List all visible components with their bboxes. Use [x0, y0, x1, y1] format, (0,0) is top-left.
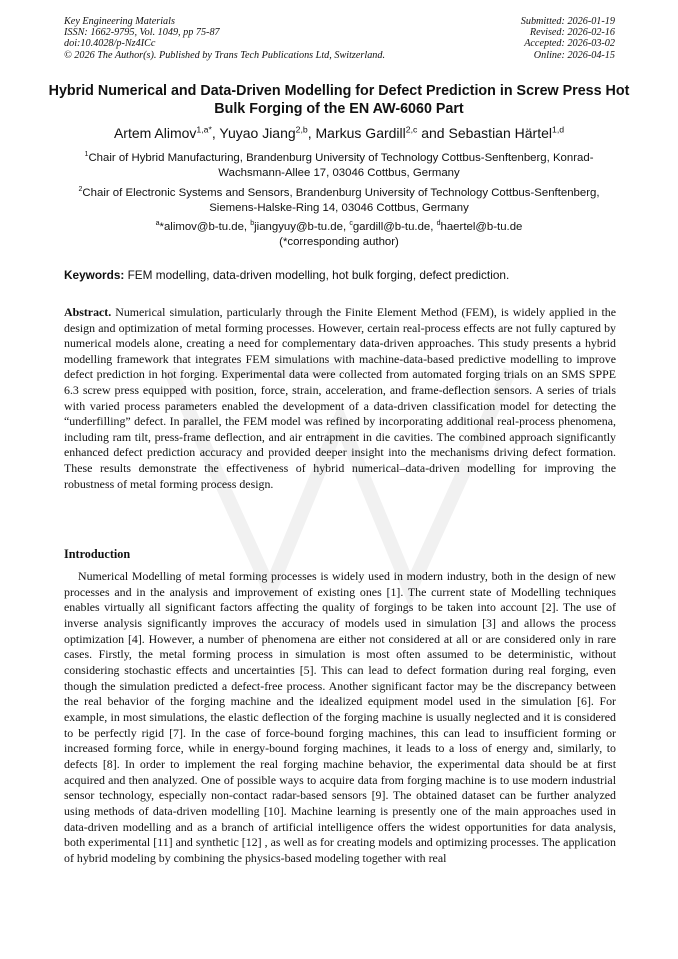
author-name: Artem Alimov	[113, 125, 197, 141]
email-mark: c	[349, 220, 353, 228]
email-haertel: haertel@b-tu.de	[440, 221, 523, 233]
affiliation-text: Chair of Electronic Systems and Sensors, Brandenburg University of Technology Cottbus-Senftenberg, Siemens-Halske-Ring 14, 03046 Cottbus, Germany	[82, 187, 600, 214]
introduction-paragraph: Numerical Modelling of metal forming processes is widely used in modern industry, both in the design of new processes and in the analysis and improvement of existing ones [1]. The current state of Modelling techniques enables virtually all significant factors affecting the quality of forgings to be taken into account [2]. The use of inverse analysis significantly improves the accuracy of models used in simulation [3] and allows the process optimization [4]. However, a number of phenomena are either not considered at all or are considered only in rare cases. Firstly, the metal forming process in simulation is most often assumed to be deterministic, without considering stochastic effects and uncertainties [5]. This can lead to defect formation during real forging, even though the simulation predicted a defect-free process. Another significant factor may be the discrepancy between the real behavior of the forging machine and the idealized equipment model used in the simulation [6]. For example, in most simulations, the elastic deflection of the forging machine is usually neglected and it is considered to be perfectly rigid [7]. In the case of force-bound forging machines, this can lead to insufficient forming or increased forming force, while in energy-bound forging machines, it leads to a loss of energy and, similarly, to defects [8]. In order to implement the real forging machine behavior, the experimental data should be at first acquired and then analyzed. One of possible ways to acquire data from forging machine is to use modern industrial sensor technology, especially non-contact radar-based sensors [9]. The obtained dataset can be further analyzed using methods of data-driven modelling [10]. Machine learning is presently one of the main approaches used in data-driven modelling and as a branch of artificial intelligence offers the widest opportunities for data analysis, both experimental [11] and synthetic [12] , as well as for creating models and optimizing processes. The application of hybrid modeling by combining the physics-based modeling together with real	[64, 569, 616, 865]
email-jiang: jiangyuy@b-tu.de,	[254, 221, 350, 233]
email-mark: b	[250, 220, 255, 228]
abstract-text: Numerical simulation, particularly through the Finite Element Method (FEM), is widely applied in the design and optimization of metal forming processes. However, certain real-process effects are not fully captured by numerical models alone, creating a need for complementary data-driven approaches. This study presents a hybrid modelling framework that integrates FEM simulations with machine-data-based predictive modelling to improve defect prediction in hot forging. Experimental data were collected from automated forging trials on an SMS SPPE 6.3 screw press equipped with position, force, strain, acceleration, and frame-deflection sensors. A series of trials with varied process parameters enabled the development of a data-driven classification model for detecting the “underfilling” defect. In parallel, the FEM model was refined by incorporating additional real-process phenomena, including ram tilt, press-frame deflection, and air entrapment in die cavities. The combined approach significantly enhanced defect prediction accuracy and provided deeper insight into the mechanisms driving defect formation. These results demonstrate the effectiveness of hybrid numerical–data-driven modelling for improving the robustness of metal forming process design.	[64, 305, 616, 491]
affiliation-mark: 2	[78, 186, 83, 194]
email-line	[60, 220, 618, 235]
keywords-text: FEM modelling, data-driven modelling, hot bulk forging, defect prediction.	[124, 268, 510, 282]
author-affiliation-mark: 2,b	[295, 124, 308, 135]
doi: doi:10.4028/p-Nz4ICc	[64, 38, 156, 50]
publication-dates	[521, 16, 615, 61]
copyright: © 2026 The Author(s). Published by Trans Tech Publications Ltd, Switzerland.	[64, 49, 386, 61]
author-separator: and	[417, 125, 449, 141]
email-alimov: *alimov@b-tu.de,	[159, 221, 251, 233]
abstract	[64, 305, 616, 492]
issn-volume: ISSN: 1662-9795, Vol. 1049, pp 75-87	[64, 27, 220, 39]
author-affiliation-mark: 1,a*	[196, 124, 212, 135]
author-separator: ,	[307, 125, 316, 141]
author-list	[40, 125, 638, 142]
keywords	[64, 268, 616, 283]
author-separator: ,	[211, 125, 220, 141]
author-affiliation-mark: 1,d	[552, 124, 565, 135]
affiliation-1	[60, 151, 618, 181]
author-name: Yuyao Jiang	[219, 125, 296, 141]
submitted-date: Submitted: 2026-01-19	[520, 16, 615, 27]
affiliation-text: Chair of Hybrid Manufacturing, Brandenburg University of Technology Cottbus-Senftenberg, Konrad-Wachsmann-Allee 17, 03046 Cottbus, Germany	[88, 152, 594, 179]
email-mark: a	[155, 220, 160, 228]
author-affiliation-mark: 2,c	[405, 124, 418, 135]
abstract-label: Abstract.	[64, 305, 112, 319]
online-date: Online: 2026-04-15	[533, 49, 615, 61]
keywords-label: Keywords:	[64, 268, 125, 282]
journal-name: Key Engineering Materials	[64, 16, 175, 27]
affiliation-2	[60, 186, 618, 216]
author-name: Markus Gardill	[315, 125, 406, 141]
accepted-date: Accepted: 2026-03-02	[524, 38, 615, 50]
journal-info	[64, 16, 385, 61]
corresponding-author-note: (*corresponding author)	[279, 236, 399, 248]
author-emails	[60, 220, 618, 250]
revised-date: Revised: 2026-02-16	[529, 27, 615, 39]
affiliation-mark: 1	[84, 151, 89, 159]
section-heading-introduction: Introduction	[64, 547, 131, 561]
author-name: Sebastian Härtel	[448, 125, 552, 141]
email-gardill: gardill@b-tu.de,	[352, 221, 437, 233]
email-mark: d	[436, 220, 441, 228]
paper-title: Hybrid Numerical and Data-Driven Modelling for Defect Prediction in Screw Press Hot Bulk Forging of the EN AW-6060 Part	[48, 83, 630, 117]
